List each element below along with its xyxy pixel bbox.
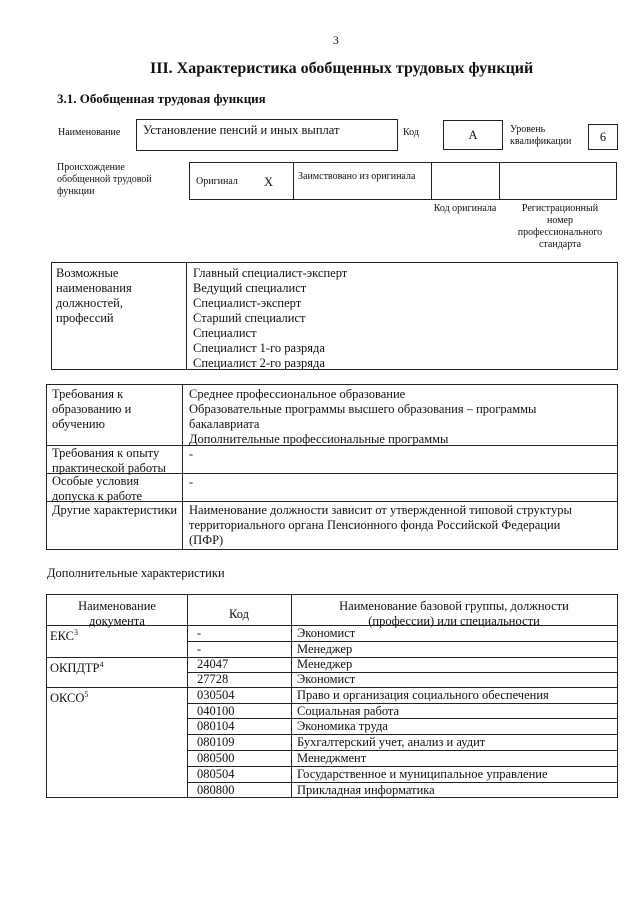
doc-okso: ОКСО$^5$ — [50, 690, 89, 706]
position-item: Специалист 2-го разряда — [193, 356, 325, 370]
row-code: 040100 — [197, 704, 235, 718]
row-code: 080800 — [197, 783, 235, 797]
position-item: Специалист 1-го разряда — [193, 341, 325, 355]
position-item: Старший специалист — [193, 311, 306, 325]
row-name: Государственное и муниципальное управление — [297, 767, 548, 781]
code-original-label: Код оригинала — [433, 203, 497, 214]
other-label: Другие характеристики — [52, 503, 178, 517]
other-line: Наименование должности зависит от утвержденной типовой структуры — [189, 503, 572, 517]
row-name: Менеджер — [297, 642, 353, 656]
doc-eks: ЕКС$^3$ — [50, 628, 78, 644]
row-name: Бухгалтерский учет, анализ и аудит — [297, 735, 486, 749]
row-name: Экономист — [297, 672, 356, 686]
experience-label: Требования к опыту практической работы — [52, 446, 166, 475]
positions-table — [51, 262, 618, 370]
position-item: Специалист-эксперт — [193, 296, 302, 310]
additional-table — [46, 594, 618, 798]
education-list — [189, 387, 536, 447]
subsection-title: 3.1. Обобщенная трудовая функция — [57, 91, 266, 106]
row-code: 080500 — [197, 751, 235, 765]
position-item: Специалист — [193, 326, 257, 340]
row-name: Экономист — [297, 626, 356, 640]
other-line: территориального органа Пенсионного фонда Российской Федерации — [189, 518, 561, 532]
row-code: 080104 — [197, 719, 235, 733]
original-mark: Х — [264, 175, 274, 189]
other-line: (ПФР) — [189, 533, 224, 547]
original-label: Оригинал — [196, 176, 238, 187]
row-code: - — [197, 642, 202, 656]
requirements-table — [46, 384, 618, 550]
level-field — [588, 124, 618, 150]
row-name: Менеджмент — [297, 751, 367, 765]
position-item: Главный специалист-эксперт — [193, 266, 348, 280]
position-item: Ведущий специалист — [193, 281, 307, 295]
education-line: Дополнительные профессиональные программы — [189, 432, 449, 446]
special-label: Особые условия допуска к работе — [52, 474, 143, 503]
row-code: 080109 — [197, 735, 235, 749]
col-doc-header: Наименование документа — [78, 599, 156, 628]
education-line: бакалавриата — [189, 417, 260, 431]
row-name: Экономика труда — [297, 719, 388, 733]
education-label: Требования к образованию и обучению — [52, 387, 132, 431]
level-label: Уровень квалификации — [510, 124, 572, 147]
code-label: Код — [403, 127, 419, 138]
other-list — [189, 503, 572, 548]
origin-label: Происхождение обобщенной трудовой функции — [57, 162, 152, 197]
level-value: 6 — [599, 130, 607, 144]
name-field — [136, 119, 398, 151]
row-code: - — [197, 626, 202, 640]
row-code: 24047 — [197, 657, 229, 671]
row-code: 030504 — [197, 688, 235, 702]
additional-title: Дополнительные характеристики — [47, 566, 225, 580]
special-value: - — [189, 475, 194, 489]
code-field — [443, 120, 503, 150]
doc-okpdtr: ОКПДТР$^4$ — [50, 660, 104, 676]
name-value: Установление пенсий и иных выплат — [143, 123, 340, 137]
positions-label: Возможные наименования должностей, профессий — [56, 266, 132, 325]
origin-table — [189, 162, 617, 200]
code-value: А — [468, 128, 478, 142]
row-code: 080504 — [197, 767, 235, 781]
education-line: Среднее профессиональное образование — [189, 387, 406, 401]
row-name: Право и организация социального обеспечения — [297, 688, 549, 702]
row-name: Прикладная информатика — [297, 783, 435, 797]
borrowed-label: Заимствовано из оригинала — [298, 171, 416, 182]
experience-value: - — [189, 447, 194, 461]
page-number: 3 — [333, 35, 339, 47]
row-name: Менеджер — [297, 657, 353, 671]
col-name-header: Наименование базовой группы, должности (профессии) или специальности — [339, 599, 569, 628]
education-line: Образовательные программы высшего образования – программы — [189, 402, 537, 416]
row-code: 27728 — [197, 672, 229, 686]
positions-list — [193, 266, 347, 371]
col-code-header: Код — [229, 607, 249, 621]
name-label: Наименование — [58, 127, 121, 138]
section-title: III. Характеристика обобщенных трудовых функций — [150, 60, 534, 77]
row-name: Социальная работа — [297, 704, 400, 718]
reg-number-label: Регистрационный номер профессионального стандарта — [517, 203, 603, 250]
